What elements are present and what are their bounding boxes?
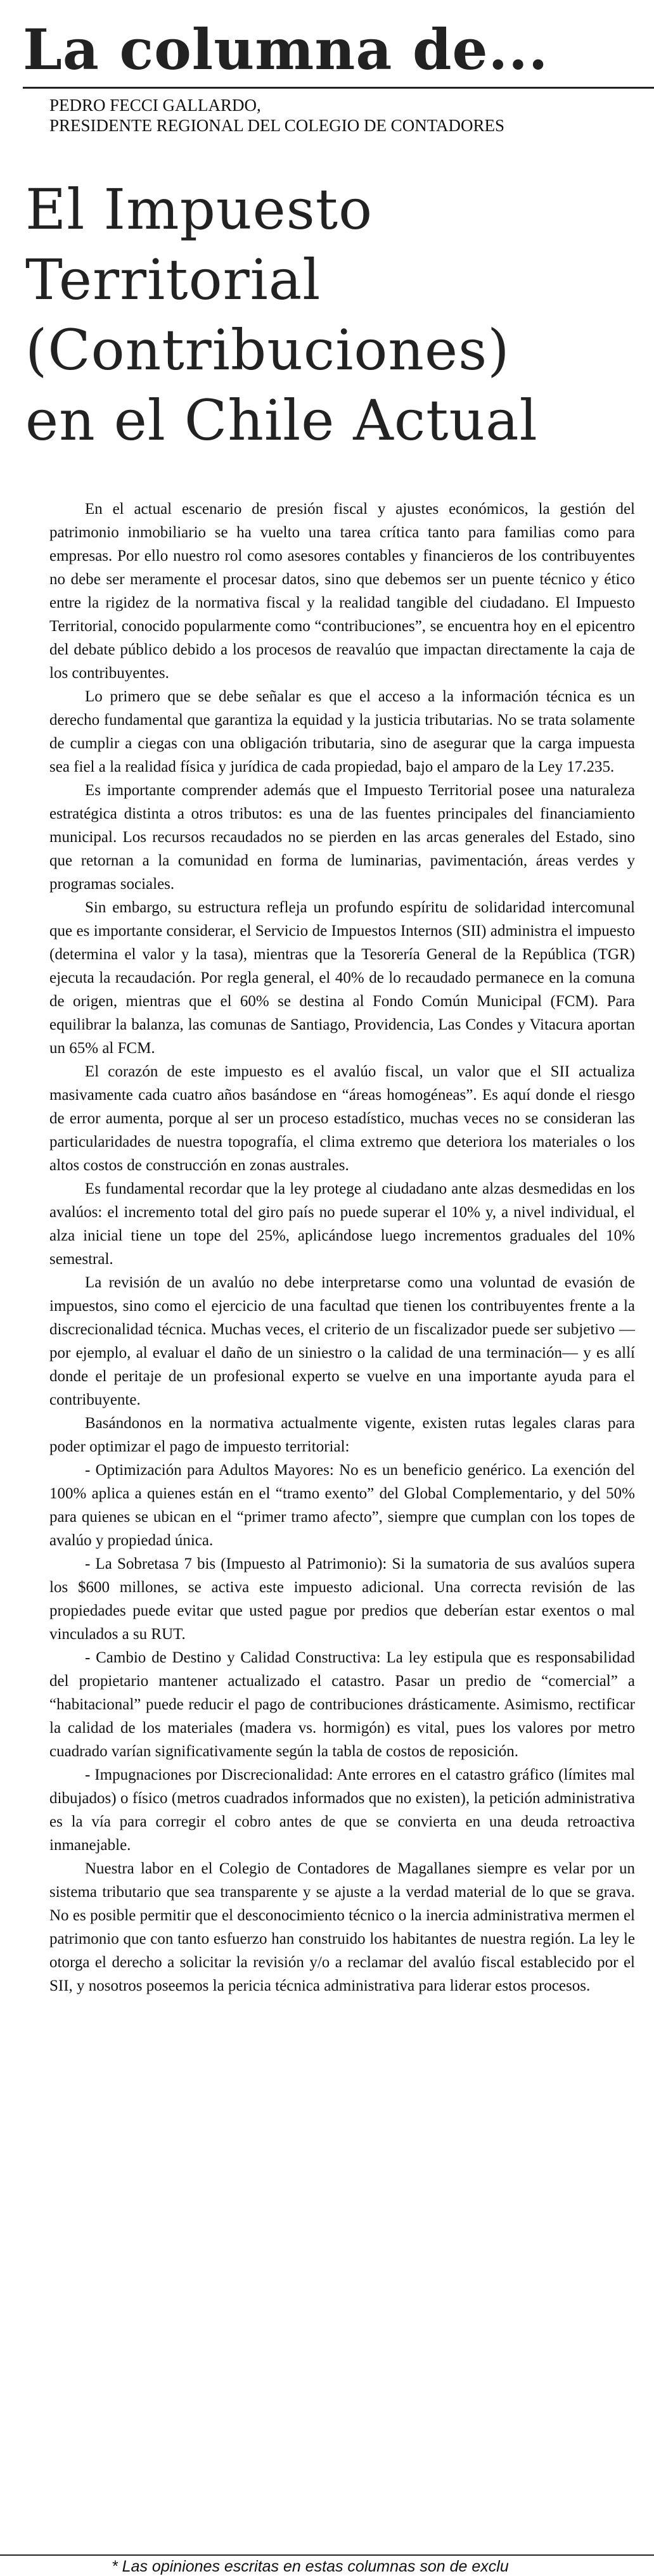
headline-line: El Impuesto — [25, 177, 373, 242]
footnote-divider — [0, 2554, 654, 2556]
headline-line: en el Chile Actual — [25, 388, 538, 453]
paragraph-appraisal-review: La revisión de un avalúo no debe interpretarse como una voluntad de evasión de impuestos, sino como el ejercicio de una facultad que tienen los contribuyentes frente a la discrecionalidad técnica. Muchas veces, el criterio de un fiscalizador puede ser subjetivo —por ejemplo, al evaluar el daño de un siniestro o la calidad de una terminación— y es allí donde el peritaje de un profesional experto se vuelve en una importante ayuda para el contribuyente. — [49, 1274, 635, 1408]
paragraph-legal-routes: Basándonos en la normativa actualmente vigente, existen rutas legales claras para poder optimizar el pago de impuesto territorial: — [49, 1415, 635, 1455]
list-item-senior-optimization: - Optimización para Adultos Mayores: No es un beneficio genérico. La exención del 100% aplica a quienes están en el “tramo exento” del Global Complementario, y del 50% para quienes se ubican en el “primer tramo afecto”, siempre que cumplan con los topes de avalúo y propiedad única. — [49, 1462, 635, 1549]
footnote-disclaimer: * Las opiniones escritas en estas columnas son de exclu — [112, 2558, 509, 2575]
list-item-surcharge-7bis: - La Sobretasa 7 bis (Impuesto al Patrimonio): Si la sumatoria de sus avalúos supera los $600 millones, se activa este impuesto adicional. Una correcta revisión de las propiedades puede evitar que usted pague por predios que deberían estar exentos o mal vinculados a su RUT. — [49, 1555, 635, 1643]
header-divider — [23, 87, 654, 89]
paragraph-municipal-financing: Es importante comprender además que el Impuesto Territorial posee una naturaleza estratégica distinta a otros tributos: es una de las fuentes principales del financiamiento municipal. Los recursos recaudados no se pierden en las arcas generales del Estado, sino que retornan a la comunidad en forma de luminarias, pavimentación, áreas verdes y programas sociales. — [49, 782, 635, 893]
list-item-impugnations: - Impugnaciones por Discrecionalidad: Ante errores en el catastro gráfico (límites mal dibujados) o físico (metros cuadrados informados que no existen), la petición administrativa es la vía para corregir el cobro antes de que se convierta en una deuda retroactiva inmanejable. — [49, 1766, 635, 1854]
paragraph-legal-caps: Es fundamental recordar que la ley protege al ciudadano ante alzas desmedidas en los avalúos: el incremento total del giro país no puede superar el 10% y, a nivel individual, el alza inicial tiene un tope del 25%, aplicándose luego incrementos graduales del 10% semestral. — [49, 1180, 635, 1268]
author-byline — [49, 95, 639, 136]
paragraph-intro: En el actual escenario de presión fiscal y ajustes económicos, la gestión del patrimonio inmobiliario se ha vuelto una tarea crítica tanto para familias como para empresas. Por ello nuestro rol como asesores contables y financieros de los contribuyentes no debe ser meramente el procesar datos, sino que debemos ser un puente técnico y ético entre la rigidez de la normativa fiscal y la realidad tangible del ciudadano. El Impuesto Territorial, conocido popularmente como “contribuciones”, se encuentra hoy en el epicentro del debate público debido a los procesos de reavalúo que impactan directamente la caja de los contribuyentes. — [49, 501, 635, 682]
author-name: PEDRO FECCI GALLARDO, — [49, 96, 261, 115]
paragraph-fiscal-appraisal: El corazón de este impuesto es el avalúo fiscal, un valor que el SII actualiza masivamente cada cuatro años basándose en “áreas homogéneas”. Es aquí donde el riesgo de error aumenta, porque al ser un proceso estadístico, muchas veces no se consideran las particularidades de nuestra topografía, el clima extremo que deteriora los materiales o los altos costos de construcción en zonas australes. — [49, 1063, 635, 1174]
headline-line: Territorial — [25, 247, 321, 312]
column-section-title: La columna de... — [23, 16, 549, 82]
paragraph-closing: Nuestra labor en el Colegio de Contadores de Magallanes siempre es velar por un sistema tributario que sea transparente y se ajuste a la verdad material de lo que se grava. No es posible permitir que el desconocimiento técnico o la inercia administrativa mermen el patrimonio que con tanto esfuerzo han construido los habitantes de nuestra región. La ley le otorga el derecho a solicitar la revisión y/o a reclamar del avalúo fiscal establecido por el SII, y nosotros poseemos la pericia técnica administrativa para liderar estos procesos. — [49, 1860, 635, 1994]
list-item-destination-change: - Cambio de Destino y Calidad Constructiva: La ley estipula que es responsabilidad del propietario mantener actualizado el catastro. Pasar un predio de “comercial” a “habitacional” puede reducir el pago de contribuciones drásticamente. Asimismo, rectificar la calidad de los materiales (madera vs. hormigón) es vital, pues los valores por metro cuadrado varían significativamente según la tabla de costos de reposición. — [49, 1649, 635, 1760]
paragraph-right-to-information: Lo primero que se debe señalar es que el acceso a la información técnica es un derecho fundamental que garantiza la equidad y la justicia tributarias. No se trata solamente de cumplir a ciegas con una obligación tributaria, sino de asegurar que la carga impuesta sea fiel a la realidad física y jurídica de cada propiedad, bajo el amparo de la Ley 17.235. — [49, 688, 635, 775]
author-role: PRESIDENTE REGIONAL DEL COLEGIO DE CONTADORES — [49, 116, 505, 135]
article-body — [49, 497, 635, 1998]
headline-line: (Contribuciones) — [25, 317, 510, 383]
article-headline — [25, 174, 634, 456]
paragraph-solidarity: Sin embargo, su estructura refleja un profundo espíritu de solidaridad intercomunal que es importante considerar, el Servicio de Impuestos Internos (SII) administra el impuesto (determina el valor y la tasa), mientras que la Tesorería General de la República (TGR) ejecuta la recaudación. Por regla general, el 40% de lo recaudado permanece en la comuna de origen, mientras que el 60% se destina al Fondo Común Municipal (FCM). Para equilibrar la balanza, las comunas de Santiago, Providencia, Las Condes y Vitacura aportan un 65% al FCM. — [49, 899, 635, 1057]
